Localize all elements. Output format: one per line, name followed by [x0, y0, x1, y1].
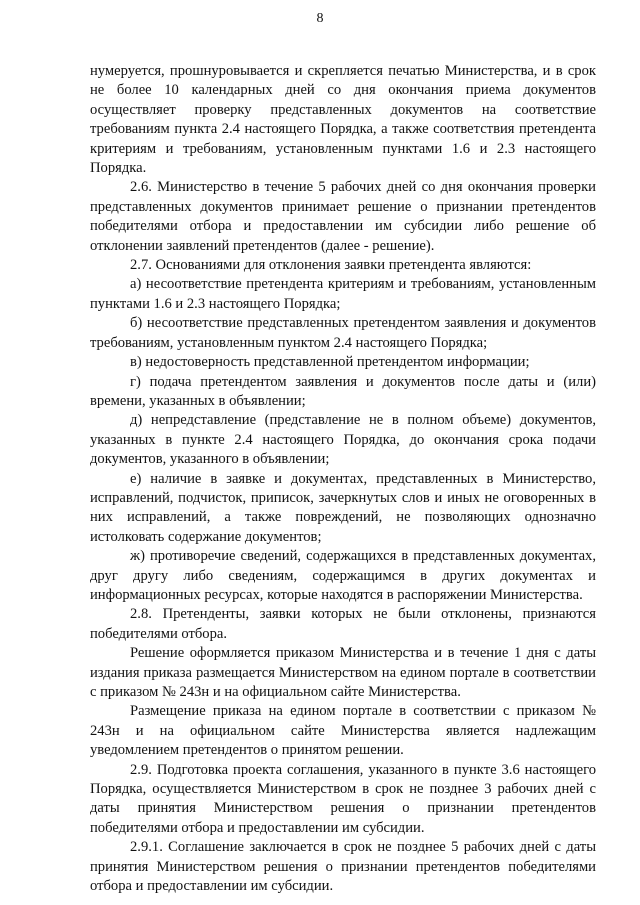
document-body [90, 62, 596, 896]
list-item: д) непредставление (представление не в полном объеме) документов, указанных в пункте 2.4 настоящего Порядка, до окончания срока подачи документов, указанного в объявлении; [90, 412, 596, 468]
list-item: в) недостоверность представленной претендентом информации; [130, 354, 530, 371]
list-item: г) подача претендентом заявления и документов после даты и (или) времени, указанных в объявлении; [90, 373, 596, 409]
paragraph: 2.9. Подготовка проекта соглашения, указанного в пункте 3.6 настоящего Порядка, осуществляется Министерством в срок не позднее 3 рабочих дней с даты принятия Министерством решения о признании претендентов победителями отбора и предоставлении им субсидии. [90, 761, 596, 836]
list-item: а) несоответствие претендента критериям и требованиям, установленным пунктами 1.6 и 2.3 настоящего Порядка; [90, 276, 596, 312]
list-item: е) наличие в заявке и документах, представленных в Министерство, исправлений, подчисток, приписок, зачеркнутых слов и иных не оговоренных в них исправлений, а также повреждений, не позволяющих однозначно истолковать содержание документов; [90, 470, 596, 545]
paragraph: Размещение приказа на едином портале в соответствии с приказом № 243н и на официальном сайте Министерства является надлежащим уведомлением претендентов о принятом решении. [90, 703, 596, 759]
paragraph: 2.6. Министерство в течение 5 рабочих дней со дня окончания проверки представленных документов принимает решение о признании претендентов победителями отбора и предоставлении им субсидии либо решение об отклонении заявлений претендентов (далее - решение). [90, 179, 596, 254]
page-number: 8 [316, 11, 324, 26]
paragraph: Решение оформляется приказом Министерства и в течение 1 дня с даты издания приказа размещается Министерством на едином портале в соответствии с приказом № 243н и на официальном сайте Министерства. [90, 645, 596, 700]
paragraph: 2.9.1. Соглашение заключается в срок не позднее 5 рабочих дней с даты принятия Министерством решения о признании претендентов победителями отбора и предоставлении им субсидии. [90, 839, 596, 895]
paragraph: 2.8. Претенденты, заявки которых не были отклонены, признаются победителями отбора. [90, 606, 596, 642]
list-item: ж) противоречие сведений, содержащихся в представленных документах, друг другу либо сведениям, содержащимся в других документах и информационных ресурсах, которые находятся в распоряжении Министерства. [90, 548, 596, 603]
paragraph: нумеруется, прошнуровывается и скрепляется печатью Министерства, и в срок не более 10 календарных дней со дня окончания приема документов осуществляет проверку представленных документов на соответствие требованиям пункта 2.4 настоящего Порядка, а также соответствия претендента критериям и требованиям, установленным пунктами 1.6 и 2.3 настоящего Порядка. [90, 63, 596, 177]
paragraph: 2.7. Основаниями для отклонения заявки претендента являются: [130, 257, 532, 274]
list-item: б) несоответствие представленных претендентом заявления и документов требованиям, установленным пунктом 2.4 настоящего Порядка; [90, 315, 596, 351]
